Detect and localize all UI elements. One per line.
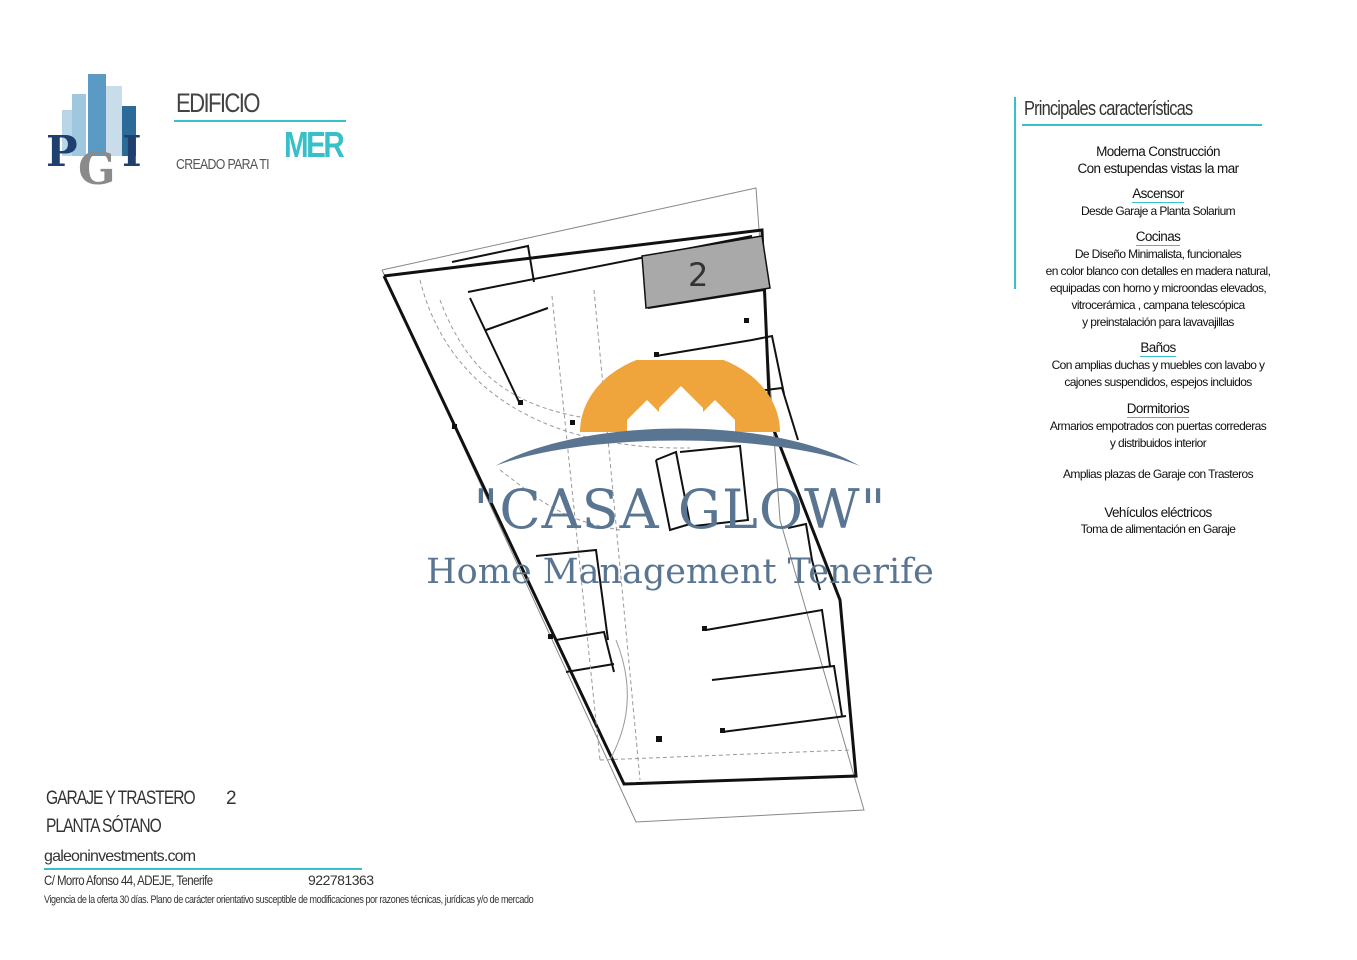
features-title-underline	[1022, 124, 1262, 126]
storage-unit-number: 2	[688, 256, 709, 294]
feature-ascensor	[1010, 186, 1306, 220]
feature-banos-title: Baños	[1140, 340, 1176, 355]
feature-cocinas-title: Cocinas	[1135, 229, 1181, 244]
feature-banos	[1010, 340, 1306, 391]
feature-dormitorios-line: Armarios empotrados con puertas correderas	[1049, 419, 1267, 433]
house-sun-icon	[495, 360, 865, 470]
feature-vehiculos	[1010, 504, 1306, 538]
building-title: EDIFICIO	[176, 88, 259, 118]
building-name-accent: MER	[284, 124, 343, 165]
feature-ascensor-text: Desde Garaje a Planta Solarium	[1080, 204, 1236, 218]
feature-intro-line2: Con estupendas vistas la mar	[1077, 161, 1239, 176]
watermark-subtitle: Home Management Tenerife	[426, 552, 934, 592]
features-title: Principales características	[1024, 98, 1193, 120]
feature-ascensor-title: Ascensor	[1132, 186, 1184, 201]
svg-text:G: G	[78, 144, 116, 188]
legal-note: Vigencia de la oferta 30 días. Plano de carácter orientativo susceptible de modificaciones por razones técnicas, jurídicas y/o de mercado	[44, 894, 534, 906]
svg-text:I: I	[122, 127, 142, 176]
feature-intro-line1: Moderna Construcción	[1096, 144, 1220, 159]
feature-cocinas-line: en color blanco con detalles en madera natural,	[1045, 264, 1271, 278]
header-divider	[174, 120, 346, 122]
feature-cocinas	[1010, 229, 1306, 331]
svg-text:P: P	[46, 127, 78, 176]
feature-dormitorios-title: Dormitorios	[1126, 401, 1190, 416]
feature-construction	[1010, 143, 1306, 177]
footer-divider	[44, 868, 362, 870]
feature-dormitorios-line: y distribuidos interior	[1109, 436, 1207, 450]
feature-garaje	[1010, 466, 1306, 483]
plan-title: GARAJE Y TRASTERO	[46, 788, 195, 809]
feature-dormitorios	[1010, 401, 1306, 452]
feature-vehiculos-text: Toma de alimentación en Garaje	[1080, 522, 1236, 536]
website-link[interactable]: galeoninvestments.com	[44, 848, 196, 865]
plan-unit-number: 2	[226, 788, 237, 809]
phone-number: 922781363	[308, 872, 374, 888]
address: C/ Morro Afonso 44, ADEJE, Tenerife	[44, 872, 213, 888]
plan-floor: PLANTA SÓTANO	[46, 816, 161, 837]
feature-cocinas-line: De Diseño Minimalista, funcionales	[1074, 247, 1242, 261]
watermark-title: "CASA GLOW"	[473, 478, 887, 541]
feature-garaje-text: Amplias plazas de Garaje con Trasteros	[1063, 467, 1253, 481]
pgi-logo	[44, 70, 154, 188]
building-subtitle: CREADO PARA TI	[176, 156, 269, 173]
feature-banos-line: cajones suspendidos, espejos incluidos	[1064, 375, 1252, 389]
feature-cocinas-line: vitrocerámica , campana telescópica	[1071, 298, 1245, 312]
feature-vehiculos-title: Vehículos eléctricos	[1104, 505, 1212, 520]
feature-cocinas-line: y preinstalación para lavavajillas	[1082, 315, 1234, 329]
feature-cocinas-line: equipadas con horno y microondas elevados,	[1049, 281, 1267, 295]
feature-banos-line: Con amplias duchas y muebles con lavabo y	[1051, 358, 1265, 372]
